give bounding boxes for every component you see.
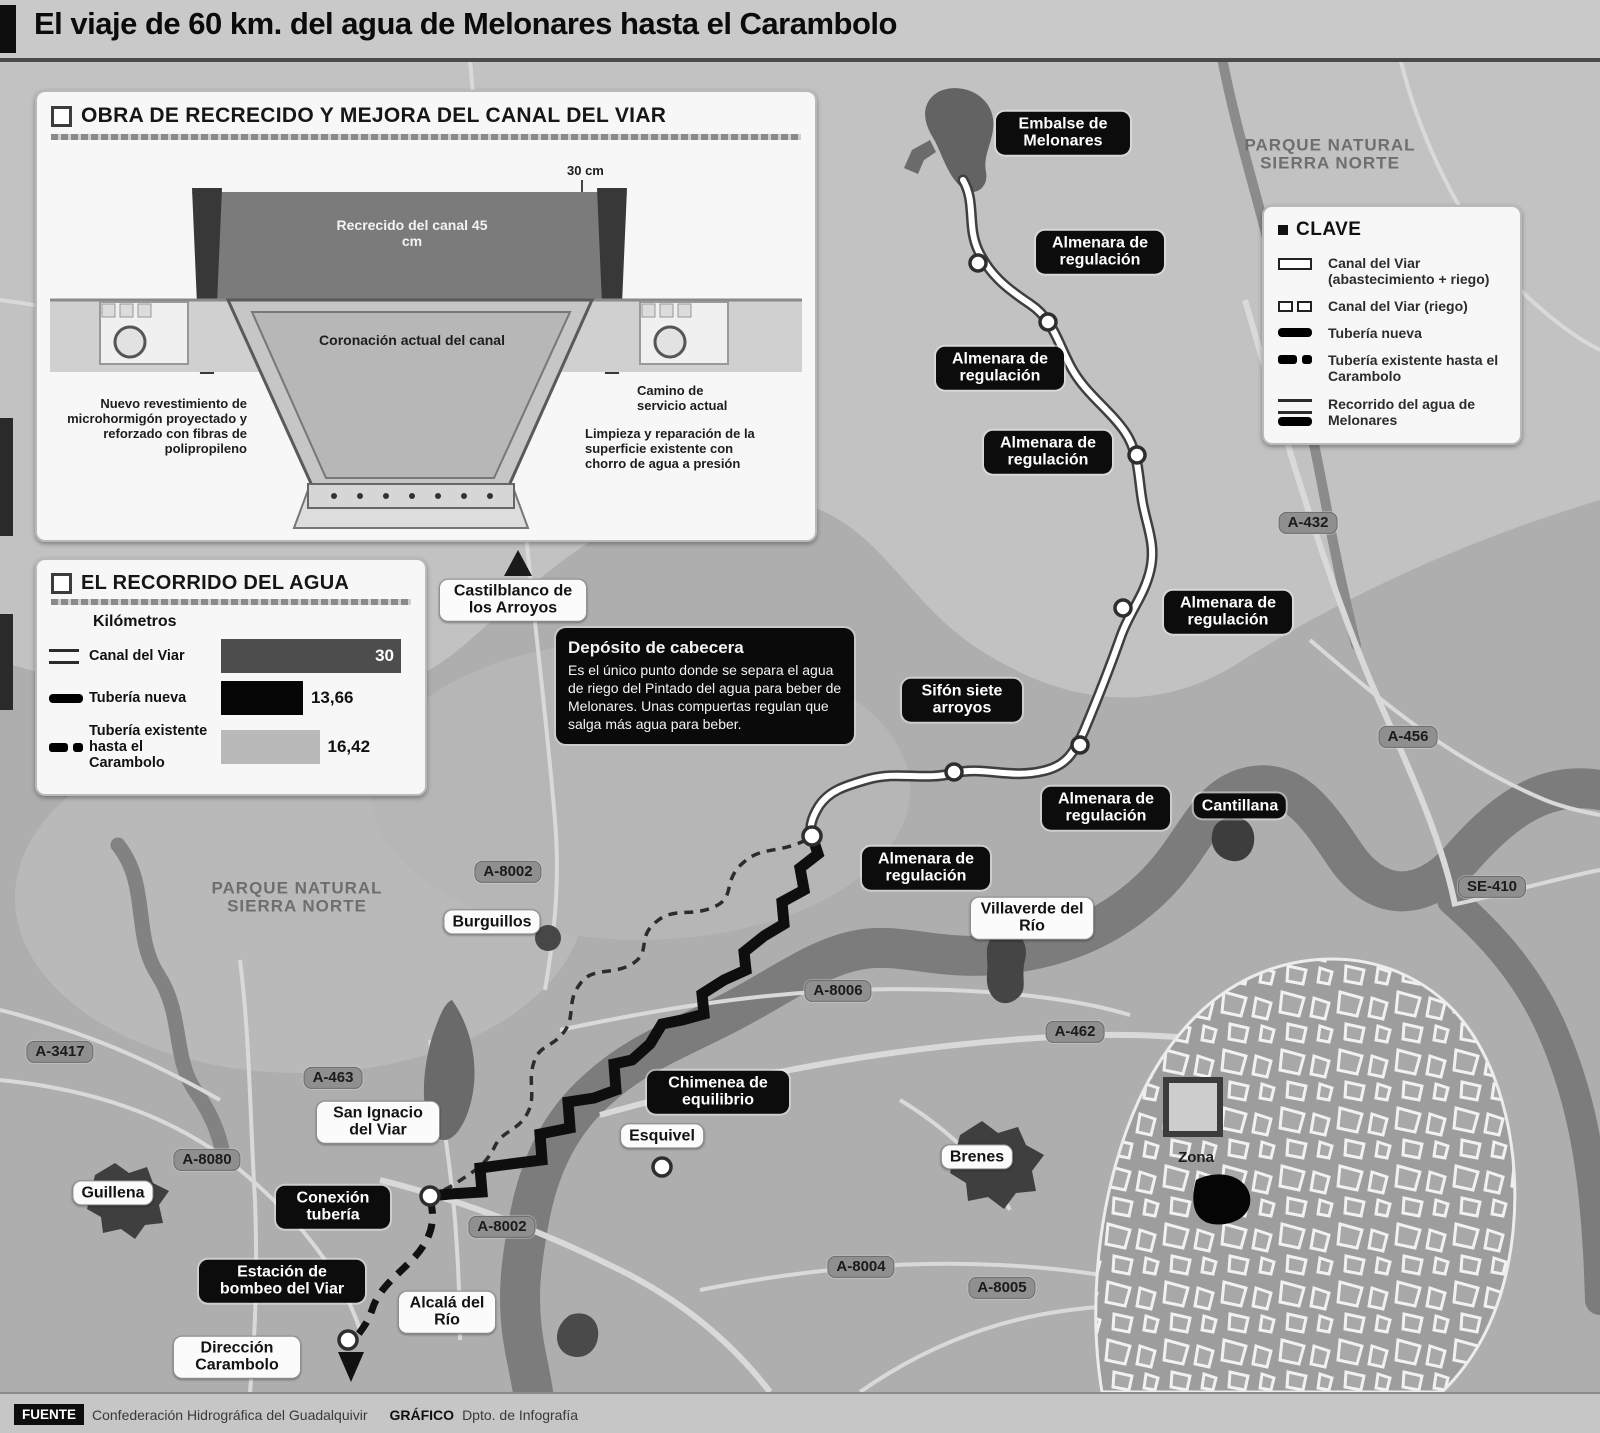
road-label-a3417: A-3417 xyxy=(26,1041,93,1063)
bar-value: 13,66 xyxy=(310,688,354,707)
source-text: Confederación Hidrográfica del Guadalquivir xyxy=(92,1406,368,1423)
map-label-almenara-3: Almenara de regulación xyxy=(984,431,1112,474)
measure-30cm-label: 30 cm xyxy=(567,163,604,178)
map-label-almenara-5: Almenara de regulación xyxy=(1042,787,1170,830)
recorrido-panel-title: EL RECORRIDO DEL AGUA xyxy=(81,572,350,594)
key-item-tuberia-existente xyxy=(1264,346,1520,389)
road-label-a8004: A-8004 xyxy=(827,1256,894,1278)
map-label-castilblanco: Castilblanco de los Arroyos xyxy=(439,579,587,622)
limpieza-label: Limpieza y reparación de la superficie existente con chorro de agua a presión xyxy=(585,426,755,471)
key-item-canal-abastecimiento xyxy=(1264,249,1520,292)
key-item-label: Tubería nueva xyxy=(1328,325,1422,342)
deposito-cabecera-callout xyxy=(556,628,854,744)
bar-canal xyxy=(221,639,401,673)
bar-value: 30 xyxy=(375,646,394,665)
map-label-guillena: Guillena xyxy=(72,1180,153,1205)
service-road-left xyxy=(100,302,188,364)
bar-value: 16,42 xyxy=(327,737,371,757)
map-label-almenara-6: Almenara de regulación xyxy=(862,847,990,890)
villaverde-urban xyxy=(987,932,1026,1003)
graphic-label: GRÁFICO xyxy=(389,1406,455,1423)
water-route-legend-panel xyxy=(35,558,427,796)
map-label-almenara-1: Almenara de regulación xyxy=(1036,231,1164,274)
deposito-body: Es el único punto donde se separa el agua de riego del Pintado del agua para beber de Melonares. Unas compuertas regulan que salga más agua para beber. xyxy=(568,662,842,732)
canal-works-panel xyxy=(35,90,817,542)
canal-dashed-symbol xyxy=(1278,301,1312,312)
bar-tuberia-existente xyxy=(221,730,320,764)
key-item-canal-riego xyxy=(1264,292,1520,319)
existing-pipe-symbol xyxy=(49,743,83,752)
legend-row-tuberia-existente xyxy=(49,723,415,772)
road-label-a462: A-462 xyxy=(1046,1021,1105,1043)
service-road-right xyxy=(640,302,728,364)
map-label-cantillana: Cantillana xyxy=(1194,793,1286,818)
obra-panel-title: OBRA DE RECRECIDO Y MEJORA DEL CANAL DEL VIAR xyxy=(81,104,667,127)
map-label-burguillos: Burguillos xyxy=(443,909,540,934)
bar-tuberia-nueva xyxy=(221,681,303,715)
map-label-chimenea-equilibrio: Chimenea de equilibrio xyxy=(647,1071,789,1114)
key-item-label: Tubería existente hasta el Carambolo xyxy=(1328,352,1499,385)
road-label-a8080: A-8080 xyxy=(173,1149,240,1171)
map-label-alcala-del-rio: Alcalá del Río xyxy=(398,1291,496,1334)
recrecido-label: Recrecido del canal 45 cm xyxy=(336,217,488,250)
map-key-panel xyxy=(1262,205,1522,445)
canal-line-symbol xyxy=(49,649,79,664)
road-label-a8005: A-8005 xyxy=(968,1277,1035,1299)
map-label-estacion-bombeo: Estación de bombeo del Viar xyxy=(199,1260,365,1303)
road-label-a456: A-456 xyxy=(1379,726,1438,748)
map-label-almenara-4: Almenara de regulación xyxy=(1164,591,1292,634)
coronacion-label: Coronación actual del canal xyxy=(319,332,505,348)
hatched-rule xyxy=(51,599,411,605)
region-label-sierra-norte-west: PARQUE NATURAL SIERRA NORTE xyxy=(211,878,383,916)
camino-servicio-label: Camino de servicio actual xyxy=(637,383,728,413)
map-label-san-ignacio: San Ignacio del Viar xyxy=(316,1101,440,1144)
map-label-almenara-2: Almenara de regulación xyxy=(936,347,1064,390)
row-label: Canal del Viar xyxy=(89,647,185,664)
revestimiento-label: Nuevo revestimiento de microhormigón proyectado y reforzado con fibras de polipropileno xyxy=(67,396,247,456)
map-label-zona: Zona xyxy=(1178,1148,1214,1166)
legend-row-tuberia-nueva xyxy=(49,681,415,715)
section-square-icon xyxy=(51,573,72,594)
existing-pipe-symbol xyxy=(1278,355,1312,364)
section-square-icon xyxy=(51,106,72,127)
title-bar xyxy=(0,0,1600,62)
map-label-esquivel: Esquivel xyxy=(620,1123,704,1148)
key-item-recorrido-agua xyxy=(1264,390,1520,433)
canal-outline-symbol xyxy=(1278,258,1312,270)
clave-title: CLAVE xyxy=(1296,219,1362,240)
row-label: Tubería existente hasta el Carambolo xyxy=(89,723,208,772)
road-label-a463: A-463 xyxy=(304,1067,363,1089)
new-pipe-symbol xyxy=(1278,328,1312,337)
new-pipe-symbol xyxy=(49,694,83,703)
legend-row-canal xyxy=(49,639,415,673)
road-label-a432: A-432 xyxy=(1279,512,1338,534)
footer-bar xyxy=(0,1392,1600,1433)
zone-square-marker xyxy=(1166,1080,1220,1134)
graphic-text: Dpto. de Infografía xyxy=(462,1406,579,1423)
map-label-brenes: Brenes xyxy=(941,1144,1013,1169)
key-item-label: Recorrido del agua de Melonares xyxy=(1328,395,1476,428)
key-item-label: Canal del Viar (abastecimiento + riego) xyxy=(1328,255,1490,288)
road-label-a8002-north: A-8002 xyxy=(474,861,541,883)
deposito-title: Depósito de cabecera xyxy=(568,638,744,657)
water-route-symbol xyxy=(1278,399,1312,426)
map-label-embalse-melonares: Embalse de Melonares xyxy=(996,112,1130,155)
road-label-se410: SE-410 xyxy=(1458,876,1526,898)
map-label-villaverde: Villaverde del Río xyxy=(970,897,1094,940)
road-label-a8002-south: A-8002 xyxy=(468,1216,535,1238)
road-label-a8006: A-8006 xyxy=(804,980,871,1002)
map-label-conexion-tuberia: Conexión tubería xyxy=(276,1186,390,1229)
kilometers-label: Kilómetros xyxy=(93,613,177,630)
key-item-tuberia-nueva xyxy=(1264,319,1520,346)
source-label: FUENTE xyxy=(14,1404,84,1425)
map-label-direccion-carambolo: Dirección Carambolo xyxy=(173,1336,301,1379)
row-label: Tubería nueva xyxy=(89,689,187,706)
title-left-tab xyxy=(0,5,16,53)
key-item-label: Canal del Viar (riego) xyxy=(1328,298,1468,315)
key-bullet-icon xyxy=(1278,225,1288,235)
page-title: El viaje de 60 km. del agua de Melonares hasta el Carambolo xyxy=(34,6,897,41)
hatched-rule xyxy=(51,134,801,140)
region-label-sierra-norte-east: PARQUE NATURAL SIERRA NORTE xyxy=(1244,135,1416,173)
map-label-sifon-siete-arroyos: Sifón siete arroyos xyxy=(902,679,1022,722)
